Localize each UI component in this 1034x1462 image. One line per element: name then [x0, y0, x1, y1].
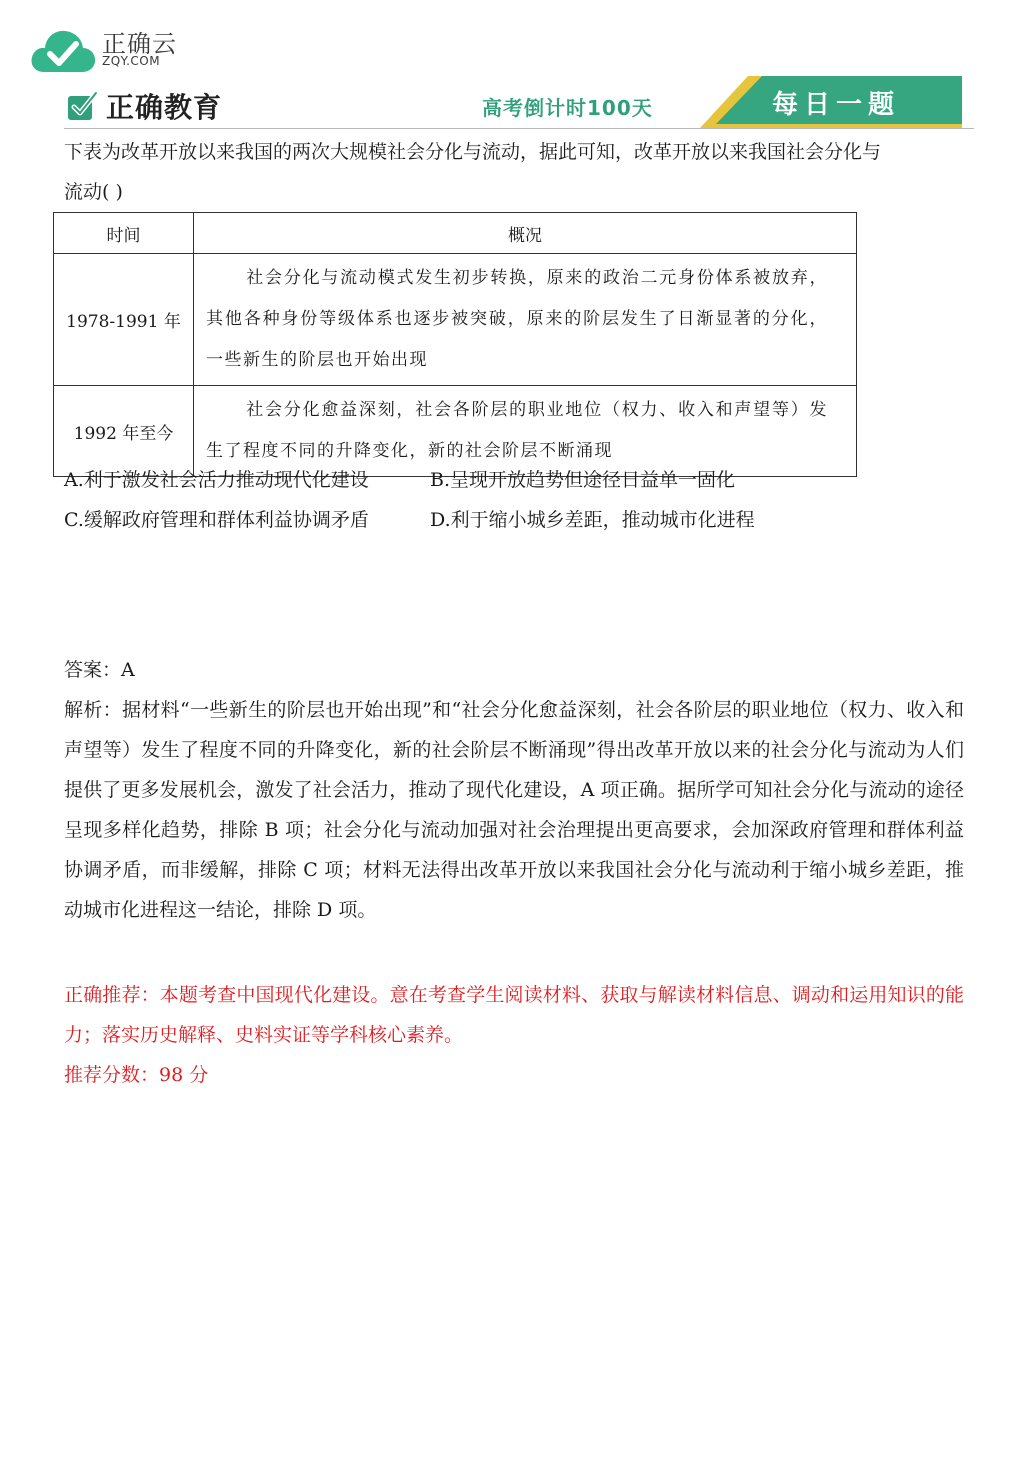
- table-cell-desc: [194, 254, 857, 386]
- table-cell-time: 1992 年至今: [54, 386, 194, 477]
- brand-name: 正确云: [102, 30, 177, 58]
- table-cell-desc-text: 社会分化愈益深刻，社会各阶层的职业地位（权力、收入和声望等）发生了程度不同的升降变化，新的社会阶层不断涌现: [206, 400, 828, 461]
- table-cell-time: 1978-1991 年: [54, 254, 194, 386]
- recommendation-score: 推荐分数：98 分: [64, 1064, 209, 1086]
- question-stem-line1: 下表为改革开放以来我国的两次大规模社会分化与流动，据此可知，改革开放以来我国社会分化与: [64, 141, 882, 163]
- material-table: [53, 212, 857, 477]
- table-cell-desc-text: 社会分化与流动模式发生初步转换，原来的政治二元身份体系被放弃，其他各种身份等级体系也逐步被突破，原来的阶层发生了日渐显著的分化，一些新生的阶层也开始出现: [206, 268, 828, 370]
- table-header-cell: 概况: [194, 213, 857, 254]
- option-b: B.呈现开放趋势但途径日益单一固化: [430, 469, 736, 491]
- education-brand-title: 正确教育: [106, 91, 223, 124]
- cloud-check-icon: [30, 26, 96, 74]
- recommendation-text: 正确推荐：本题考查中国现代化建设。意在考查学生阅读材料、获取与解读材料信息、调动和运用知识的能力；落实历史解释、史料实证等学科核心素养。: [64, 984, 964, 1046]
- banner-title: 每日一题: [772, 90, 901, 120]
- option-a: A.利于激发社会活力推动现代化建设: [64, 469, 369, 491]
- answer-analysis: 解析：据材料“一些新生的阶层也开始出现”和“社会分化愈益深刻，社会各阶层的职业地位（权力、收入和声望等）发生了程度不同的升降变化，新的社会阶层不断涌现”得出改革开放以来的社会分化与流动为人们提供了更多发展机会，激发了社会活力，推动了现代化建设，A 项正确。据所学可知社会分化与流动的途径呈现多样化趋势，排除 B 项；社会分化与流动加强对社会治理提出更高要求，会加深政府管理和群体利益协调矛盾，而非缓解，排除 C 项；材料无法得出改革开放以来我国社会分化与流动利于缩小城乡差距，推动城市化进程这一结论，排除 D 项。: [64, 699, 964, 921]
- header-divider: [64, 128, 974, 129]
- zqy-logo: [30, 20, 210, 76]
- education-logo: [66, 86, 266, 126]
- table-header-cell: 时间: [54, 213, 194, 254]
- brand-domain: ZQY.COM: [102, 54, 161, 68]
- table-row: [54, 254, 857, 386]
- question-stem: [64, 132, 964, 212]
- option-c: C.缓解政府管理和群体利益协调矛盾: [64, 509, 369, 531]
- checkbox-icon: [66, 90, 98, 122]
- countdown-label: 高考倒计时100天: [482, 96, 653, 120]
- option-d: D.利于缩小城乡差距，推动城市化进程: [430, 509, 755, 531]
- answer-label: 答案：A: [64, 659, 135, 681]
- question-stem-line2: 流动( ): [64, 181, 123, 203]
- table-header-row: [54, 213, 857, 254]
- answer-options: [64, 460, 755, 540]
